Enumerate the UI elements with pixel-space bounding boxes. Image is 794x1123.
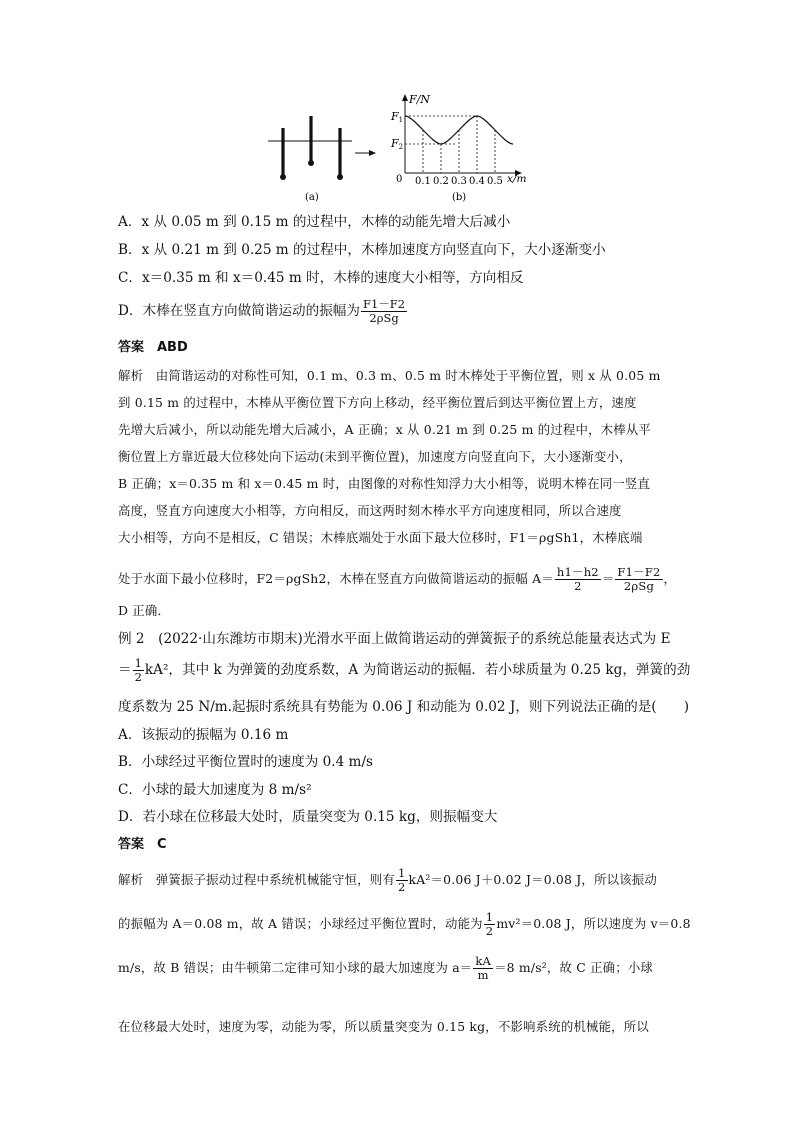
amplitude-fraction: $\frac{F1-F2}{\text{2ρSg}}$	[363, 297, 406, 325]
q2-exp-fraction-1: $\frac{1}{2}$	[398, 866, 406, 894]
caption-a: (a)	[305, 192, 319, 203]
q1-explanation-line-9: D 正确．	[118, 603, 171, 618]
q2-option-c: C．小球的最大加速度为 8 m/s²	[118, 782, 312, 798]
rod-3-weight	[337, 174, 343, 180]
q2-stem-line-2: ＝ $\frac{1}{2}$ kA²，其中 k 为弹簧的劲度系数，A 为简谐运动的振幅．若小球质量为 0.25 kg，弹簧的劲	[118, 656, 691, 684]
q2-option-b: B．小球经过平衡位置时的速度为 0.4 m/s	[118, 754, 374, 770]
q2-stem-fraction: $\frac{1}{2}$	[134, 656, 142, 684]
q2-option-d: D．若小球在位移最大处时，质量突变为 0.15 kg，则振幅变大	[118, 809, 498, 825]
q2-stem-line-1: 例 2 (2022·山东潍坊市期末)光滑水平面上做简谐运动的弹簧振子的系统总能量表达式为 E	[118, 631, 671, 647]
q1-answer: 答案 ABD	[118, 340, 188, 355]
q1-option-d-text: D．木棒在竖直方向做简谐运动的振幅为	[118, 303, 360, 319]
direction-arrow-head	[369, 150, 376, 156]
q1-option-b: B．x 从 0.21 m 到 0.25 m 的过程中，木棒加速度方向竖直向下，大小逐渐变小	[118, 242, 606, 258]
x-tick-0.1: 0.1	[415, 176, 431, 187]
origin-label: 0	[396, 174, 403, 185]
q2-exp-fraction-2: $\frac{1}{2}$	[485, 910, 494, 938]
q2-explanation-line-4: 在位移最大处时，速度为零，动能为零，所以质量突变为 0.15 kg，不影响系统的机械能，所以	[118, 1019, 649, 1034]
q1-explanation-line-3: 先增大后减小，所以动能先增大后减小，A 正确；x 从 0.21 m 到 0.25 m 的过程中，木棒从平	[118, 422, 652, 437]
x-tick-0.5: 0.5	[487, 176, 503, 187]
q2-explanation-line-3: m/s，故 B 错误；由牛顿第二定律可知小球的最大加速度为 a＝ $\frac{kA}{m}$ ＝8 m/s²，故 C 正确；小球	[118, 954, 654, 982]
q1-explanation-line-1: 解析 由简谐运动的对称性可知，0.1 m、0.3 m、0.5 m 时木棒处于平衡位置，则 x 从 0.05 m	[118, 368, 661, 383]
caption-b: (b)	[452, 192, 467, 203]
q1-option-d	[118, 298, 408, 325]
q1-explanation-line-7: 大小相等，方向不是相反，C 错误；木棒底端处于水面下最大位移时，F1＝ρgSh1，木棒底端	[118, 530, 643, 545]
q1-fraction-h: $\frac{h1-h2}{2}$	[556, 565, 599, 593]
rod-2-weight	[308, 160, 314, 166]
x-tick-0.2: 0.2	[433, 176, 449, 187]
q1-explanation-line-8: 处于水面下最小位移时，F2＝ρgSh2，木棒在竖直方向做简谐运动的振幅 A＝ $\frac{h1-h2}{2}$ ＝ $\frac{F1-F2}{\text{2ρSg}}$ ，	[118, 565, 677, 593]
q2-explanation-line-2: 的振幅为 A＝0.08 m，故 A 错误；小球经过平衡位置时，动能为 $\frac{1}{2}$ mv²＝0.08 J，所以速度为 v＝0.8	[118, 910, 691, 938]
y-axis-label: F/N	[409, 93, 430, 106]
q1-explanation-line-4: 衡位置上方靠近最大位移处向下运动(未到平衡位置)，加速度方向竖直向下，大小逐渐变小，	[118, 449, 632, 464]
q2-answer: 答案 C	[118, 837, 167, 852]
q2-explanation-line-1: 解析 弹簧振子振动过程中系统机械能守恒，则有 $\frac{1}{2}$ kA²＝0.06 J＋0.02 J＝0.08 J，所以该振动	[118, 866, 657, 894]
q1-option-a: A．x 从 0.05 m 到 0.15 m 的过程中，木棒的动能先增大后减小	[118, 214, 511, 230]
q2-stem-line-3: 度系数为 25 N/m.起振时系统具有势能为 0.06 J 和动能为 0.02 J，则下列说法正确的是( )	[118, 699, 690, 715]
q1-explanation-line-2: 到 0.15 m 的过程中，木棒从平衡位置下方向上移动，经平衡位置后到达平衡位置上方，速度	[118, 395, 637, 410]
f2-label: F2	[391, 137, 404, 151]
rod-1-weight	[280, 174, 286, 180]
x-axis-label: x/m	[507, 173, 527, 185]
q1-explanation-line-5: B 正确；x＝0.35 m 和 x＝0.45 m 时，由图像的对称性知浮力大小相等，说明木棒在同一竖直	[118, 476, 651, 491]
q1-fraction-f: $\frac{F1-F2}{\text{2ρSg}}$	[617, 565, 661, 593]
x-tick-0.3: 0.3	[451, 176, 467, 187]
f1-label: F1	[391, 110, 404, 124]
q2-option-a: A．该振动的振幅为 0.16 m	[118, 727, 289, 743]
q2-exp-fraction-3: $\frac{kA}{m}$	[475, 954, 492, 982]
q1-explanation-line-6: 高度，竖直方向速度大小相等，方向相反，而这两时刻木棒水平方向速度相同，所以合速度	[118, 503, 622, 518]
x-tick-0.4: 0.4	[469, 176, 485, 187]
q1-option-c: C．x＝0.35 m 和 x＝0.45 m 时，木棒的速度大小相等，方向相反	[118, 270, 524, 286]
y-axis-arrow	[402, 94, 408, 101]
physics-figure	[0, 0, 794, 210]
